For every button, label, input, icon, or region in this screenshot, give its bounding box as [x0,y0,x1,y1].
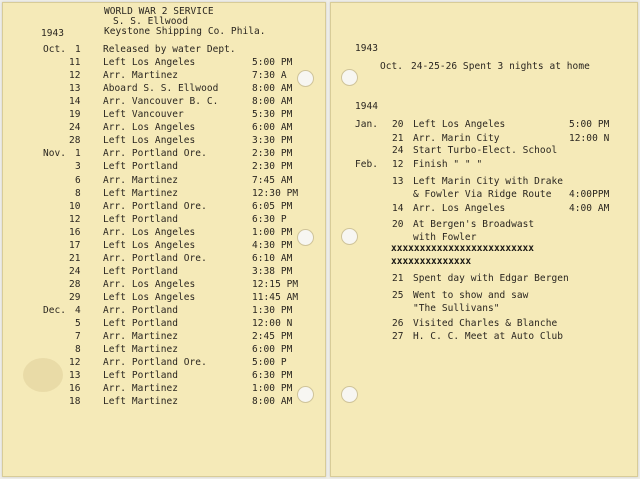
entry-time: 4:30 PM [252,240,293,251]
struck-line: xxxxxxxxxxxxxx [391,256,472,267]
entry-day: 24 [69,266,81,277]
entry-month: Dec. [43,305,67,316]
entry-text: Spent day with Edgar Bergen [413,273,569,284]
entry-time: 6:00 AM [252,122,293,133]
struck-line: xxxxxxxxxxxxxxxxxxxxxxxxx [391,243,534,254]
entry-month: Jan. [355,119,379,130]
entry-text: Left Portland [103,214,179,225]
entry-text: Arr. Vancouver B. C. [103,96,219,107]
header-ship: S. S. Ellwood [113,16,189,27]
entry-text: Arr. Los Angeles [103,122,196,133]
entry-time: 1:30 PM [252,305,293,316]
entry-text: Arr. Los Angeles [413,203,506,214]
entry-text: Left Portland [103,318,179,329]
entry-text: Left Los Angeles [413,119,506,130]
entry-time: 4:00 AM [569,203,610,214]
entry-time: 8:00 AM [252,83,293,94]
entry-time: 4:00PPM [569,189,610,200]
entry-text: Arr. Los Angeles [103,279,196,290]
entry-month: Feb. [355,159,379,170]
entry-day: 14 [392,203,404,214]
entry-text: & Fowler Via Ridge Route [413,189,552,200]
entry-text: Left Marin City with Drake [413,176,564,187]
entry-time: 3:30 PM [252,135,293,146]
entry-time: 7:45 AM [252,175,293,186]
entry-time: 7:30 A [252,70,287,81]
entry-text: Arr. Portland Ore. [103,357,207,368]
entry-time: 12:00 N [569,133,610,144]
entry-time: 8:00 AM [252,396,293,407]
entry-day: 1 [75,44,81,55]
entry-time: 3:38 PM [252,266,293,277]
entry-text: Arr. Portland [103,305,179,316]
binder-hole [297,386,314,403]
entry-text: Arr. Marin City [413,133,500,144]
entry-text: with Fowler [413,232,477,243]
entry-text: Left Los Angeles [103,57,196,68]
entry-text: At Bergen's Broadwast [413,219,535,230]
entry-day: 24 [69,122,81,133]
entry-day: 12 [69,70,81,81]
entry-day: 28 [69,135,81,146]
entry-text: Left Los Angeles [103,240,196,251]
entry-text: Finish " " " [413,159,483,170]
entry-text: Left Vancouver [103,109,184,120]
entry-day: 1 [75,148,81,159]
entry-day: 7 [75,331,81,342]
entry-text: Left Portland [103,266,179,277]
entry-time: 5:30 PM [252,109,293,120]
entry-time: 1:00 PM [252,227,293,238]
entry-day: 12 [69,357,81,368]
entry-day: 17 [69,240,81,251]
entry-time: 6:10 AM [252,253,293,264]
entry-day: 27 [392,331,404,342]
entry-day: 21 [69,253,81,264]
entry-day: 18 [69,396,81,407]
entry-time: 12:00 N [252,318,293,329]
entry-day: 4 [75,305,81,316]
binder-hole [341,228,358,245]
entry-day: 19 [69,109,81,120]
entry-text: Left Martinez [103,344,179,355]
entry-day: 21 [392,133,404,144]
entry-month: Nov. [43,148,67,159]
year-1943: 1943 [355,43,379,54]
entry-text: Arr. Martinez [103,331,179,342]
binder-hole [297,229,314,246]
year-1944: 1944 [355,101,379,112]
header-year: 1943 [41,28,65,39]
entry-month: Oct. [43,44,67,55]
entry-text: Arr. Portland Ore. [103,201,207,212]
entry-day: 6 [75,175,81,186]
entry-time: 2:30 PM [252,161,293,172]
entry-text: 24-25-26 Spent 3 nights at home [411,61,590,72]
entry-text: Left Martinez [103,396,179,407]
entry-day: 5 [75,318,81,329]
entry-day: 12 [69,214,81,225]
entry-time: 8:00 AM [252,96,293,107]
entry-time: 6:30 P [252,214,287,225]
entry-text: Released by water Dept. [103,44,236,55]
entry-day: 13 [392,176,404,187]
header-company: Keystone Shipping Co. Phila. [104,26,266,37]
entry-day: 10 [69,201,81,212]
entry-day: 24 [392,145,404,156]
entry-day: 16 [69,227,81,238]
entry-text: Aboard S. S. Ellwood [103,83,219,94]
right-page [330,2,638,477]
entry-text: Left Portland [103,161,179,172]
entry-time: 6:00 PM [252,344,293,355]
binder-hole [297,70,314,87]
entry-day: 25 [392,290,404,301]
entry-text: Arr. Martinez [103,175,179,186]
entry-day: 16 [69,383,81,394]
entry-text: "The Sullivans" [413,303,500,314]
entry-text: Arr. Martinez [103,70,179,81]
entry-time: 11:45 AM [252,292,299,303]
entry-text: Arr. Portland Ore. [103,148,207,159]
entry-day: 14 [69,96,81,107]
binder-hole [341,69,358,86]
entry-text: Left Martinez [103,188,179,199]
entry-text: Left Los Angeles [103,135,196,146]
entry-text: Left Los Angeles [103,292,196,303]
entry-text: Arr. Portland Ore. [103,253,207,264]
entry-text: Start Turbo-Elect. School [413,145,558,156]
binder-hole [341,386,358,403]
entry-day: 13 [69,83,81,94]
entry-text: Went to show and saw [413,290,529,301]
entry-day: 11 [69,57,81,68]
entry-time: 2:45 PM [252,331,293,342]
entry-day: 21 [392,273,404,284]
entry-month: Oct. [380,61,404,72]
entry-day: 13 [69,370,81,381]
entry-day: 29 [69,292,81,303]
left-page [2,2,326,477]
entry-text: H. C. C. Meet at Auto Club [413,331,564,342]
entry-day: 8 [75,344,81,355]
entry-text: Arr. Martinez [103,383,179,394]
entry-day: 8 [75,188,81,199]
entry-text: Left Portland [103,370,179,381]
entry-time: 5:00 PM [252,57,293,68]
entry-day: 26 [392,318,404,329]
entry-time: 12:30 PM [252,188,299,199]
entry-day: 20 [392,219,404,230]
entry-time: 6:30 PM [252,370,293,381]
entry-day: 28 [69,279,81,290]
entry-time: 6:05 PM [252,201,293,212]
entry-time: 5:00 PM [569,119,610,130]
entry-time: 1:00 PM [252,383,293,394]
entry-time: 5:00 P [252,357,287,368]
entry-text: Arr. Los Angeles [103,227,196,238]
stain-mark [23,358,63,392]
entry-text: Visited Charles & Blanche [413,318,558,329]
entry-time: 2:30 PM [252,148,293,159]
entry-day: 20 [392,119,404,130]
entry-day: 12 [392,159,404,170]
entry-time: 12:15 PM [252,279,299,290]
header-service: WORLD WAR 2 SERVICE [104,6,214,17]
entry-day: 3 [75,161,81,172]
